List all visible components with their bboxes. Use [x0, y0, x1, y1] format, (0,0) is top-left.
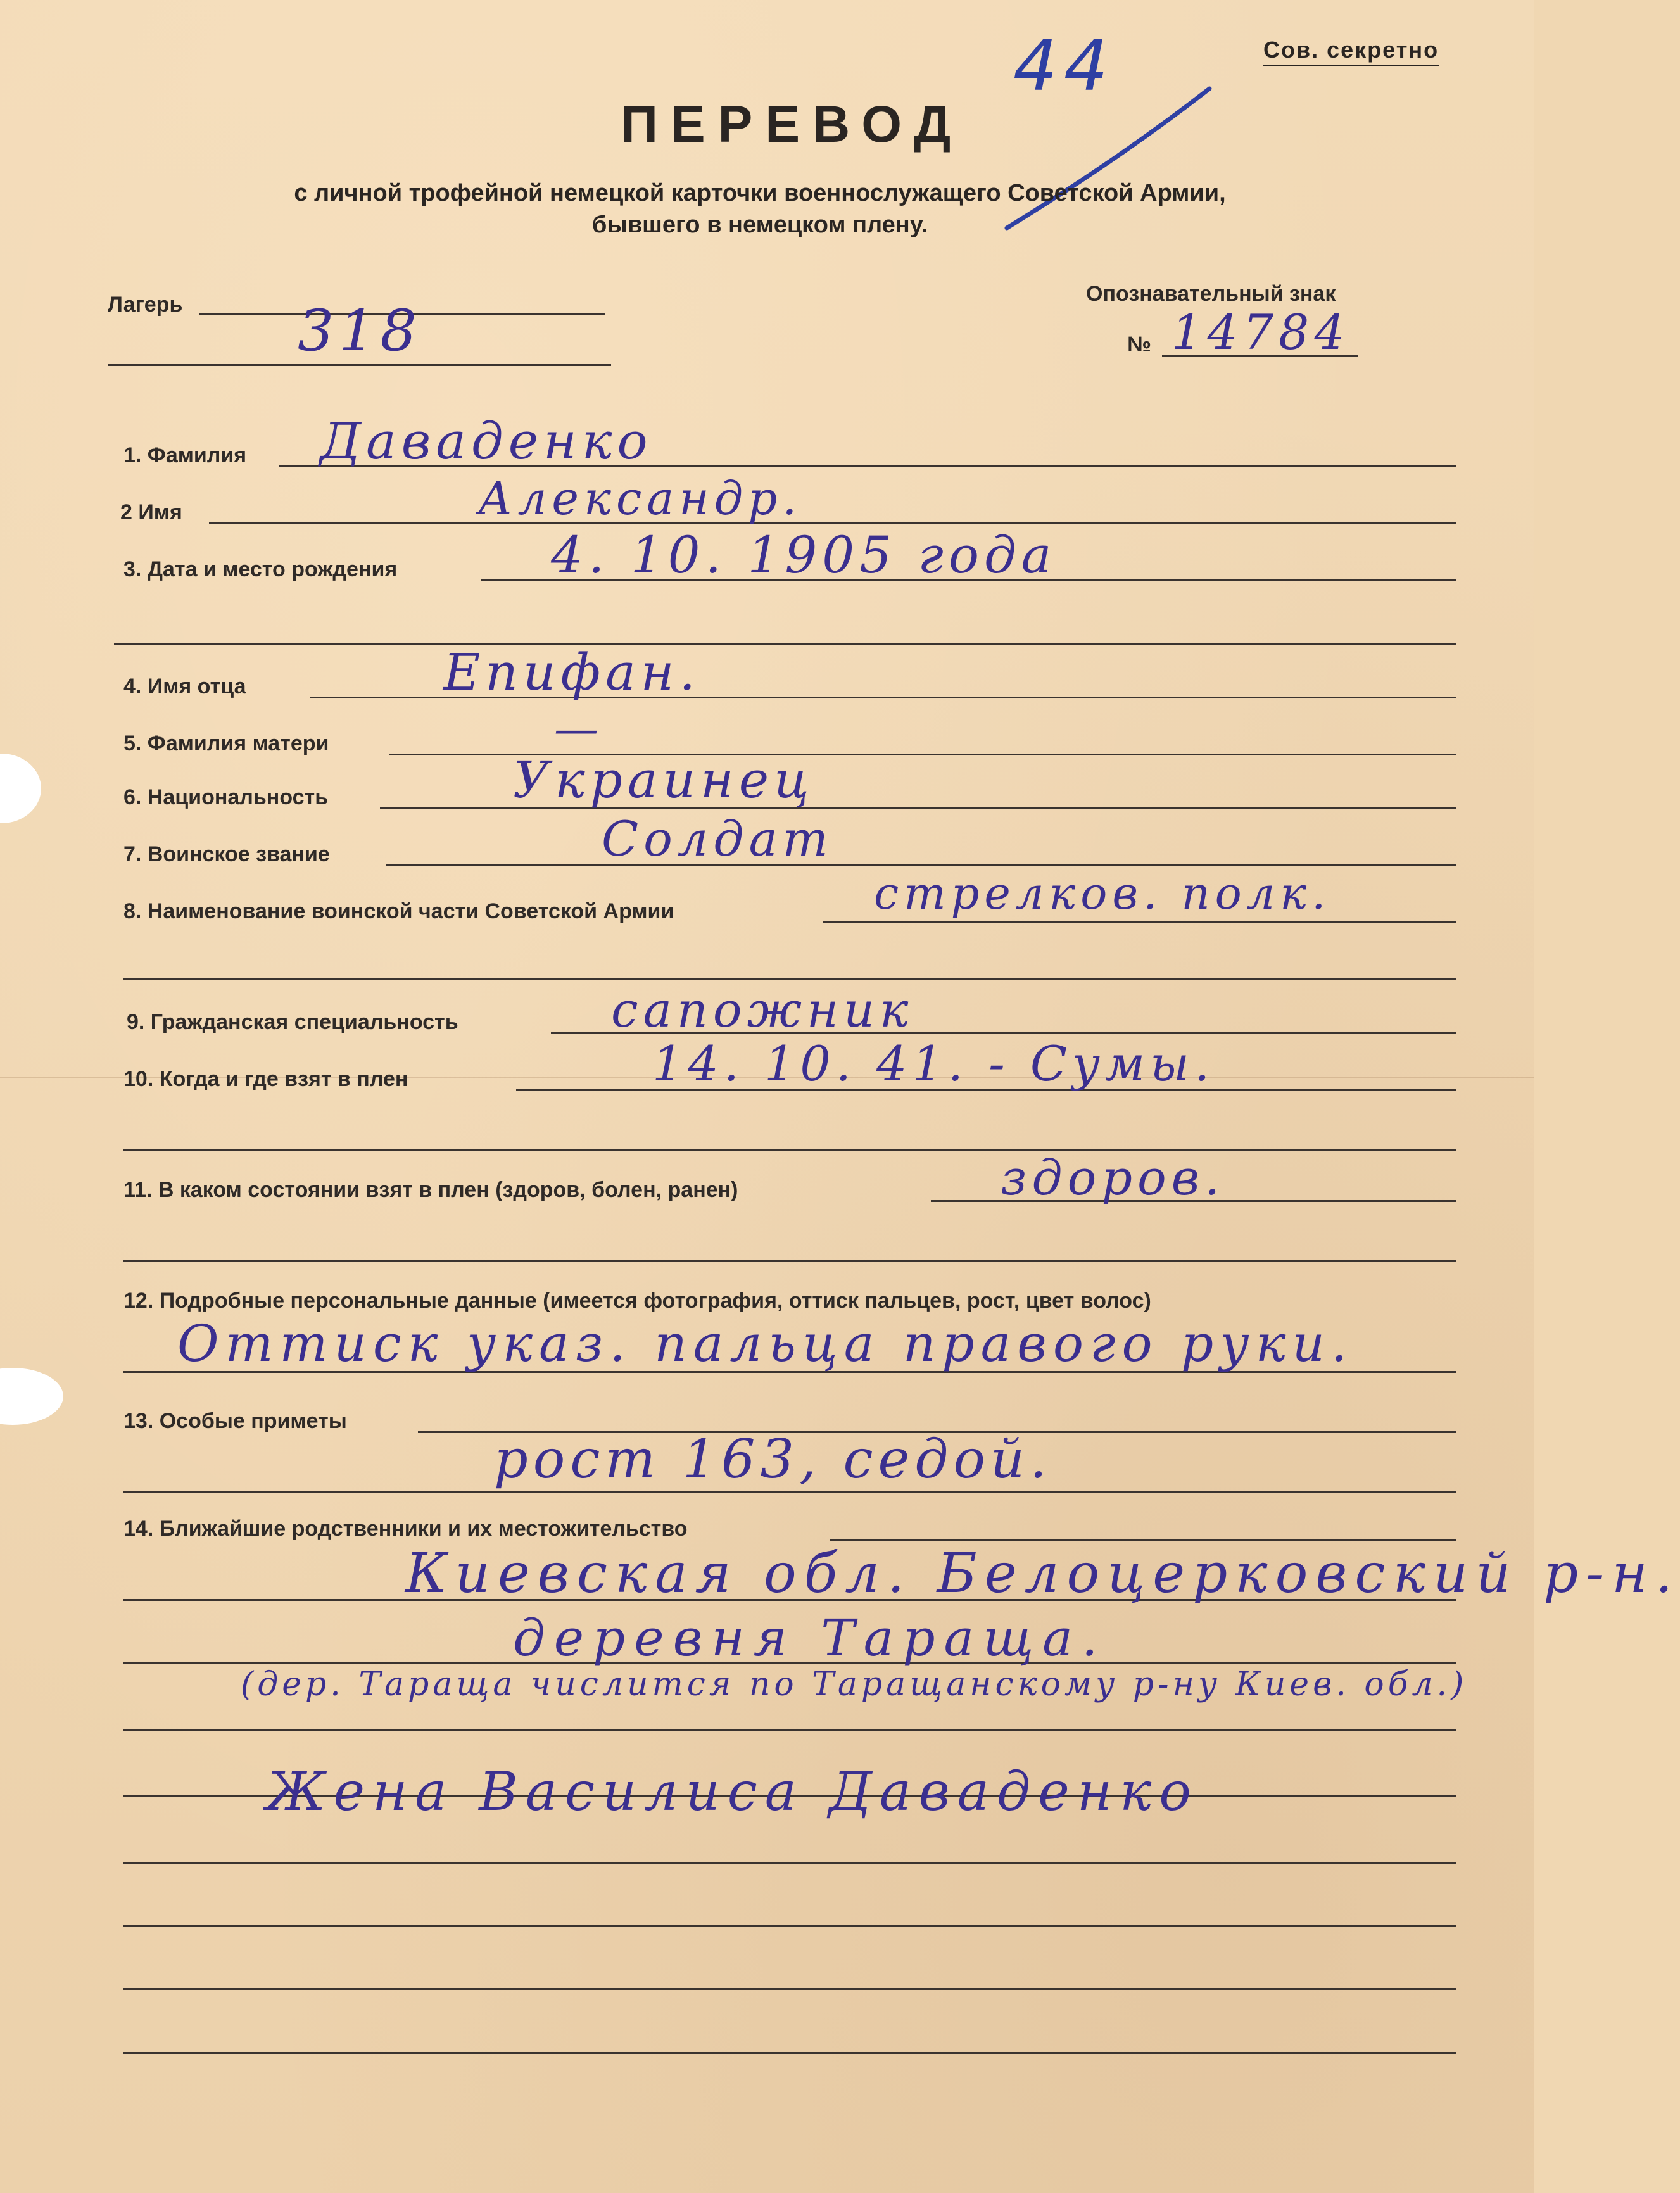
document-subtitle — [190, 177, 1330, 241]
subtitle-line-2: бывшего в немецком плену. — [591, 212, 928, 238]
relatives-line-6 — [123, 1862, 1456, 1864]
name-value: Александр. — [478, 472, 802, 525]
relatives-line-9 — [123, 2052, 1456, 2054]
capture-value: 14. 10. 41. - Сумы. — [652, 1035, 1215, 1092]
relatives-line-4 — [123, 1729, 1456, 1731]
unit-label: 8. Наименование воинской части Советской Армии — [123, 899, 674, 923]
unit-value: стрелков. полк. — [874, 868, 1331, 920]
surname-value: Даваденко — [320, 412, 653, 471]
profession-value: сапожник — [611, 982, 914, 1038]
nationality-label: 6. Национальность — [123, 785, 329, 809]
birth-line-2 — [114, 643, 1456, 645]
personal-label: 12. Подробные персональные данные (имеется фотография, оттиск пальцев, рост, цвет волос) — [123, 1289, 1151, 1313]
profession-label: 9. Гражданская специальность — [127, 1010, 458, 1034]
relatives-line-7 — [123, 1925, 1456, 1927]
capture-label: 10. Когда и где взят в плен — [123, 1067, 408, 1091]
camp-label: Лагерь — [108, 293, 183, 317]
nationality-value: Украинец — [513, 750, 814, 809]
name-label: 2 Имя — [120, 500, 182, 524]
relatives-value-3: (дер. Тараща числится по Таращанскому р-ну Киев. обл.) — [241, 1665, 1468, 1703]
camp-line-2 — [108, 364, 611, 366]
mother-label: 5. Фамилия матери — [123, 731, 329, 755]
rank-label: 7. Воинское звание — [123, 842, 330, 866]
birth-label: 3. Дата и место рождения — [123, 557, 398, 581]
personal-value: Оттиск указ. пальца правого руки. — [177, 1314, 1354, 1373]
surname-label: 1. Фамилия — [123, 443, 247, 467]
father-label: 4. Имя отца — [123, 674, 246, 698]
mother-value: — — [554, 703, 603, 755]
relatives-line-8 — [123, 1988, 1456, 1990]
condition-line-2 — [123, 1260, 1456, 1262]
features-label: 13. Особые приметы — [123, 1409, 347, 1433]
camp-value: 318 — [298, 298, 422, 364]
tag-value: 14784 — [1172, 304, 1350, 360]
name-line — [209, 522, 1456, 524]
father-value: Епифан. — [443, 643, 700, 702]
birth-value: 4. 10. 1905 года — [551, 526, 1057, 585]
condition-value: здоров. — [1001, 1149, 1225, 1206]
classification-label: Сов. секретно — [1263, 37, 1439, 66]
tag-label: Опознавательный знак — [1086, 282, 1336, 306]
rank-value: Солдат — [602, 811, 833, 867]
relatives-value-4: Жена Василиса Даваденко — [266, 1760, 1199, 1823]
unit-line-2 — [123, 978, 1456, 980]
document-title: ПЕРЕВОД — [621, 96, 964, 153]
relatives-label: 14. Ближайшие родственники и их местожительство — [123, 1517, 688, 1541]
features-line-2 — [123, 1491, 1456, 1493]
relatives-value-1: Киевская обл. Белоцерковский р-н. — [405, 1542, 1680, 1605]
rank-line — [386, 864, 1456, 866]
subtitle-line-1: с личной трофейной немецкой карточки военнослужащего Советской Армии, — [294, 180, 1226, 206]
relatives-line — [830, 1539, 1456, 1541]
capture-line-2 — [123, 1149, 1456, 1151]
unit-line — [823, 921, 1456, 923]
tag-number-label: № — [1127, 332, 1151, 357]
archive-number: 44 — [1013, 25, 1115, 106]
features-value: рост 163, седой. — [494, 1428, 1052, 1490]
relatives-value-2: деревня Тараща. — [513, 1608, 1107, 1667]
condition-label: 11. В каком состоянии взят в плен (здоров, болен, ранен) — [123, 1178, 738, 1202]
